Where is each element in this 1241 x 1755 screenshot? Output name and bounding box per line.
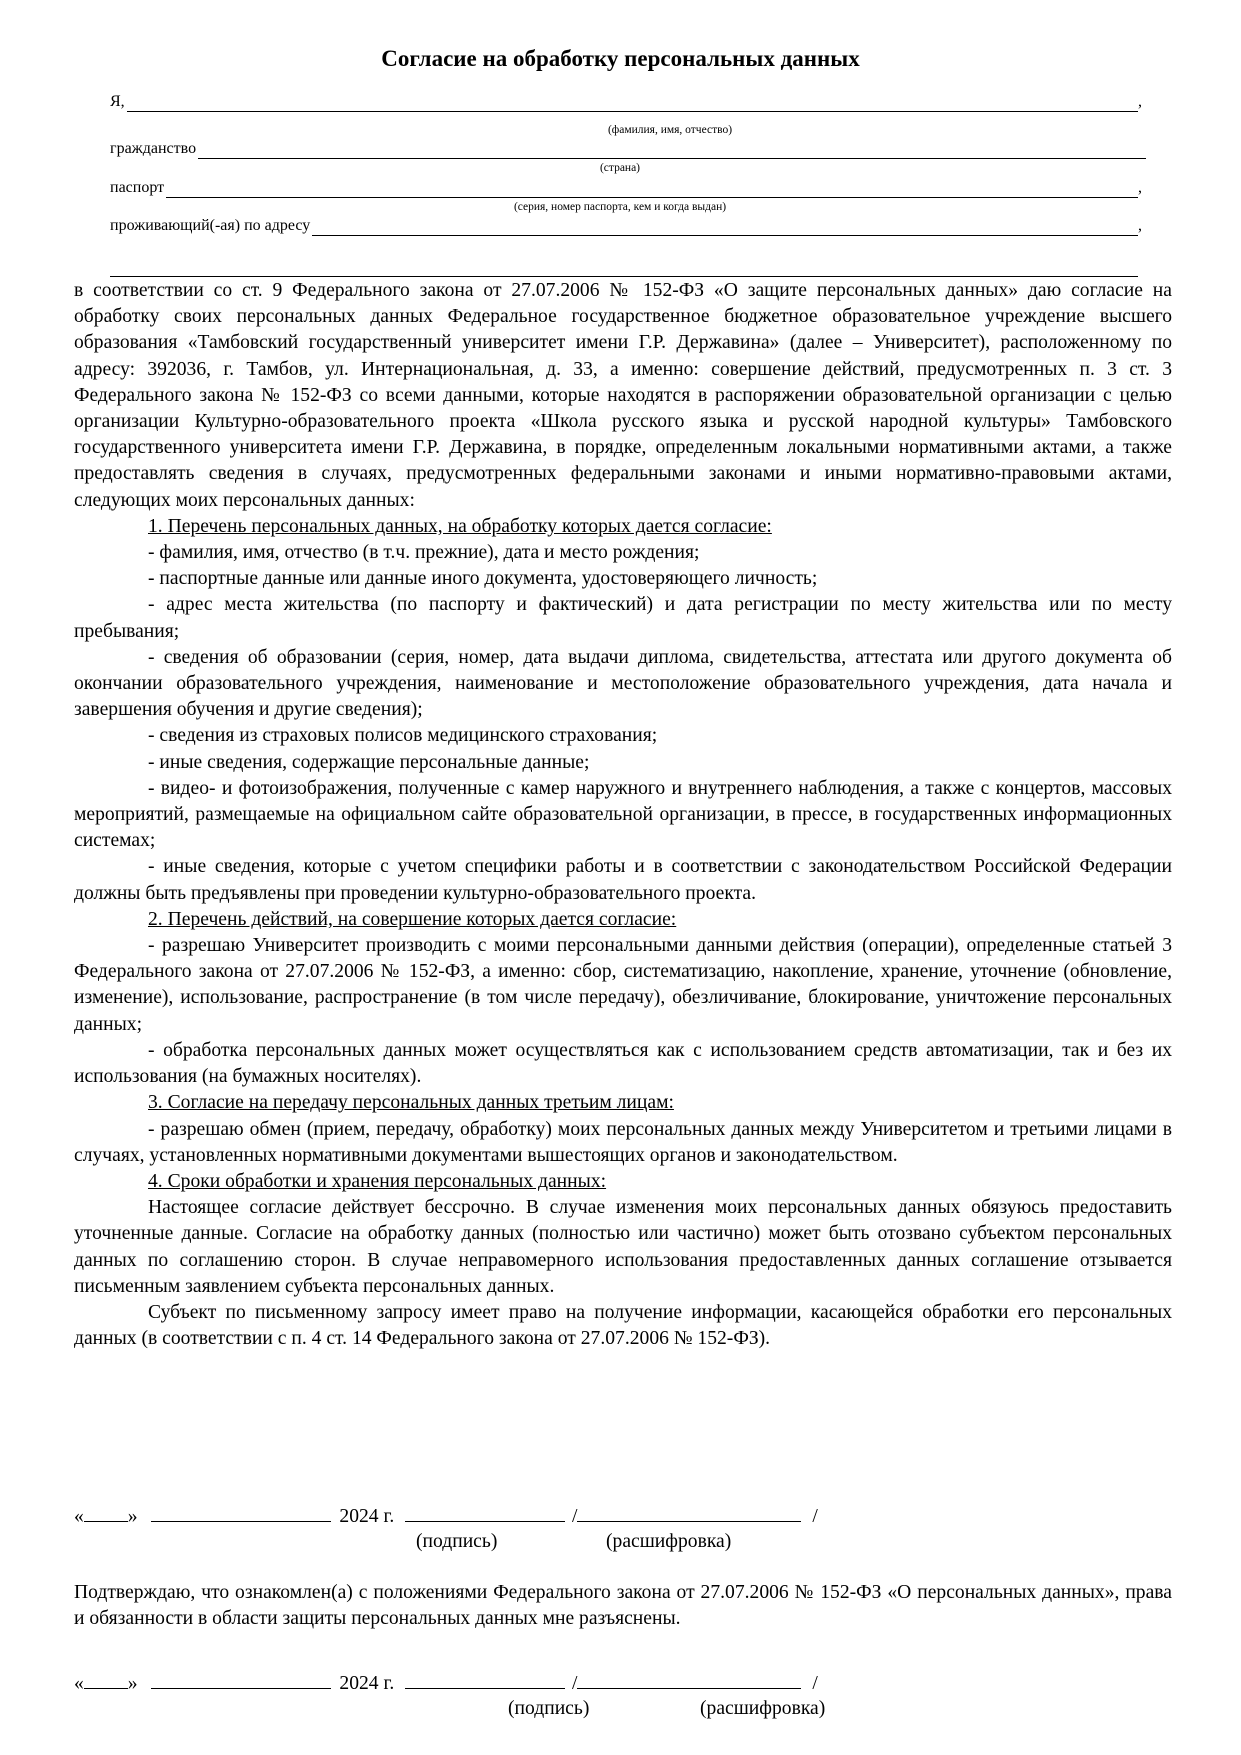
- name-label: Я,: [110, 93, 125, 110]
- passport-caption: (серия, номер паспорта, кем и когда выдан): [513, 201, 727, 213]
- day-field[interactable]: [84, 1503, 128, 1522]
- name-comma: ,: [1138, 93, 1142, 110]
- list-item: - адрес места жительства (по паспорту и фактический) и дата регистрации по месту жительства или по месту пребывания;: [74, 594, 1172, 642]
- list-item: - паспортные данные или данные иного документа, удостоверяющего личность;: [148, 568, 818, 590]
- section-2-heading: 2. Перечень действий, на совершение которых дается согласие:: [148, 908, 677, 930]
- list-item: - разрешаю Университет производить с моими персональными данными действия (операции), определенные статьей 3 Федерального закона от 27.07.2006 № 152-ФЗ, а именно: сбор, систематизацию, накопление, хранение, уточнение (обновление, изменение), использование, распространение (в том числе передачу), обезличивание, блокирование, уничтожение персональных данных;: [74, 935, 1172, 1035]
- passport-comma: ,: [1138, 179, 1142, 196]
- list-item: - иные сведения, содержащие персональные данные;: [148, 751, 590, 773]
- list-item: - сведения об образовании (серия, номер, дата выдачи диплома, свидетельства, аттестата или другого документа об окончании образовательного учреждения, наименование и местоположение образовательного учреждения, дата начала и завершения обучения и другие сведения);: [74, 646, 1172, 721]
- month-field[interactable]: [151, 1503, 331, 1522]
- signature-field[interactable]: [405, 1503, 565, 1522]
- passport-row: [110, 178, 1146, 198]
- citizenship-field-line[interactable]: [198, 143, 1146, 159]
- signature-row-2: « » 2024 г. / /: [74, 1670, 818, 1697]
- address-field-line[interactable]: [312, 220, 1138, 236]
- passport-field-line[interactable]: [166, 182, 1138, 198]
- decode-caption: (расшифровка): [700, 1698, 826, 1719]
- list-item: - видео- и фотоизображения, полученные с камер наружного и внутреннего наблюдения, а также с концертов, массовых мероприятий, размещаемые на официальном сайте образовательной организации, в прессе, в государственных информационных системах;: [74, 777, 1172, 852]
- document-title: Согласие на обработку персональных данных: [381, 46, 860, 71]
- list-item: - сведения из страховых полисов медицинского страхования;: [148, 725, 658, 747]
- confirmation-paragraph: Подтверждаю, что ознакомлен(а) с положениями Федерального закона от 27.07.2006 № 152-ФЗ «О персональных данных», права и обязанности в области защиты персональных данных мне разъяснены.: [74, 1582, 1172, 1630]
- signature-caption: (подпись): [416, 1531, 498, 1552]
- list-item: - иные сведения, которые с учетом специфики работы и в соответствии с законодательством Российской Федерации должны быть предъявлены при проведении культурно-образовательного проекта.: [74, 856, 1172, 904]
- address-label: проживающий(-ая) по адресу: [110, 217, 311, 234]
- decode-field[interactable]: [577, 1503, 801, 1522]
- passport-label: паспорт: [110, 179, 165, 196]
- name-row: [110, 92, 1146, 112]
- day-field[interactable]: [84, 1670, 128, 1689]
- year-label: 2024 г.: [339, 1506, 395, 1527]
- term-paragraph: Настоящее согласие действует бессрочно. В случае изменения моих персональных данных обязуюсь предоставить уточненные данные. Согласие на обработку данных (полностью или частично) может быть отозвано субъектом персональных данных по соглашению сторон. В случае неправомерного использования предоставленных данных соглашение отзывается письменным заявлением субъекта персональных данных.: [74, 1197, 1172, 1297]
- list-item: - обработка персональных данных может осуществляться как с использованием средств автоматизации, так и без их использования (на бумажных носителях).: [74, 1039, 1172, 1088]
- signature-field[interactable]: [405, 1670, 565, 1689]
- section-3-heading: 3. Согласие на передачу персональных данных третьим лицам:: [148, 1092, 674, 1114]
- list-item: - фамилия, имя, отчество (в т.ч. прежние), дата и место рождения;: [148, 542, 700, 564]
- citizenship-label: гражданство: [110, 140, 197, 157]
- decode-field[interactable]: [577, 1670, 801, 1689]
- name-caption: (фамилия, имя, отчество): [607, 124, 733, 136]
- decode-caption: (расшифровка): [606, 1531, 732, 1552]
- name-field-line[interactable]: [127, 96, 1138, 112]
- signature-caption: (подпись): [508, 1698, 590, 1719]
- section-4-heading: 4. Сроки обработки и хранения персональных данных:: [148, 1170, 607, 1192]
- address-comma: ,: [1138, 217, 1142, 234]
- request-paragraph: Субъект по письменному запросу имеет право на получение информации, касающейся обработки его персональных данных (в соответствии с п. 4 ст. 14 Федерального закона от 27.07.2006 № 152-ФЗ).: [74, 1301, 1172, 1350]
- list-item: - разрешаю обмен (прием, передачу, обработку) моих персональных данных между Университетом и третьими лицами в случаях, установленных нормативными документами вышестоящих органов и законодательством.: [74, 1118, 1172, 1166]
- signature-row-1: « » 2024 г. / /: [74, 1503, 818, 1530]
- address-continuation-line[interactable]: [110, 276, 1138, 277]
- section-1-heading: 1. Перечень персональных данных, на обработку которых дается согласие:: [148, 515, 772, 537]
- citizenship-row: [110, 139, 1146, 159]
- address-row: [110, 216, 1146, 236]
- citizenship-caption: (страна): [599, 162, 641, 174]
- consent-body: [74, 278, 1172, 1352]
- intro-paragraph: в соответствии со ст. 9 Федерального закона от 27.07.2006 № 152-ФЗ «О защите персональных данных» даю согласие на обработку своих персональных данных Федеральное государственное бюджетное образовательное учреждение высшего образования «Тамбовский государственный университет имени Г.Р. Державина» (далее – Университет), расположенному по адресу: 392036, г. Тамбов, ул. Интернациональная, д. 33, а именно: совершение действий, предусмотренных п. 3 ст. 3 Федерального закона № 152-ФЗ со всеми данными, которые находятся в распоряжении образовательной организации с целью организации Культурно-образовательного проекта «Школа русского языка и русской народной культуры» Тамбовского государственного университета имени Г.Р. Державина, в порядке, определенным локальными нормативными актами, а также предоставлять сведения в случаях, предусмотренных федеральными законами и иными нормативно-правовыми актами, следующих моих персональных данных:: [74, 280, 1172, 511]
- year-label: 2024 г.: [339, 1673, 395, 1694]
- month-field[interactable]: [151, 1670, 331, 1689]
